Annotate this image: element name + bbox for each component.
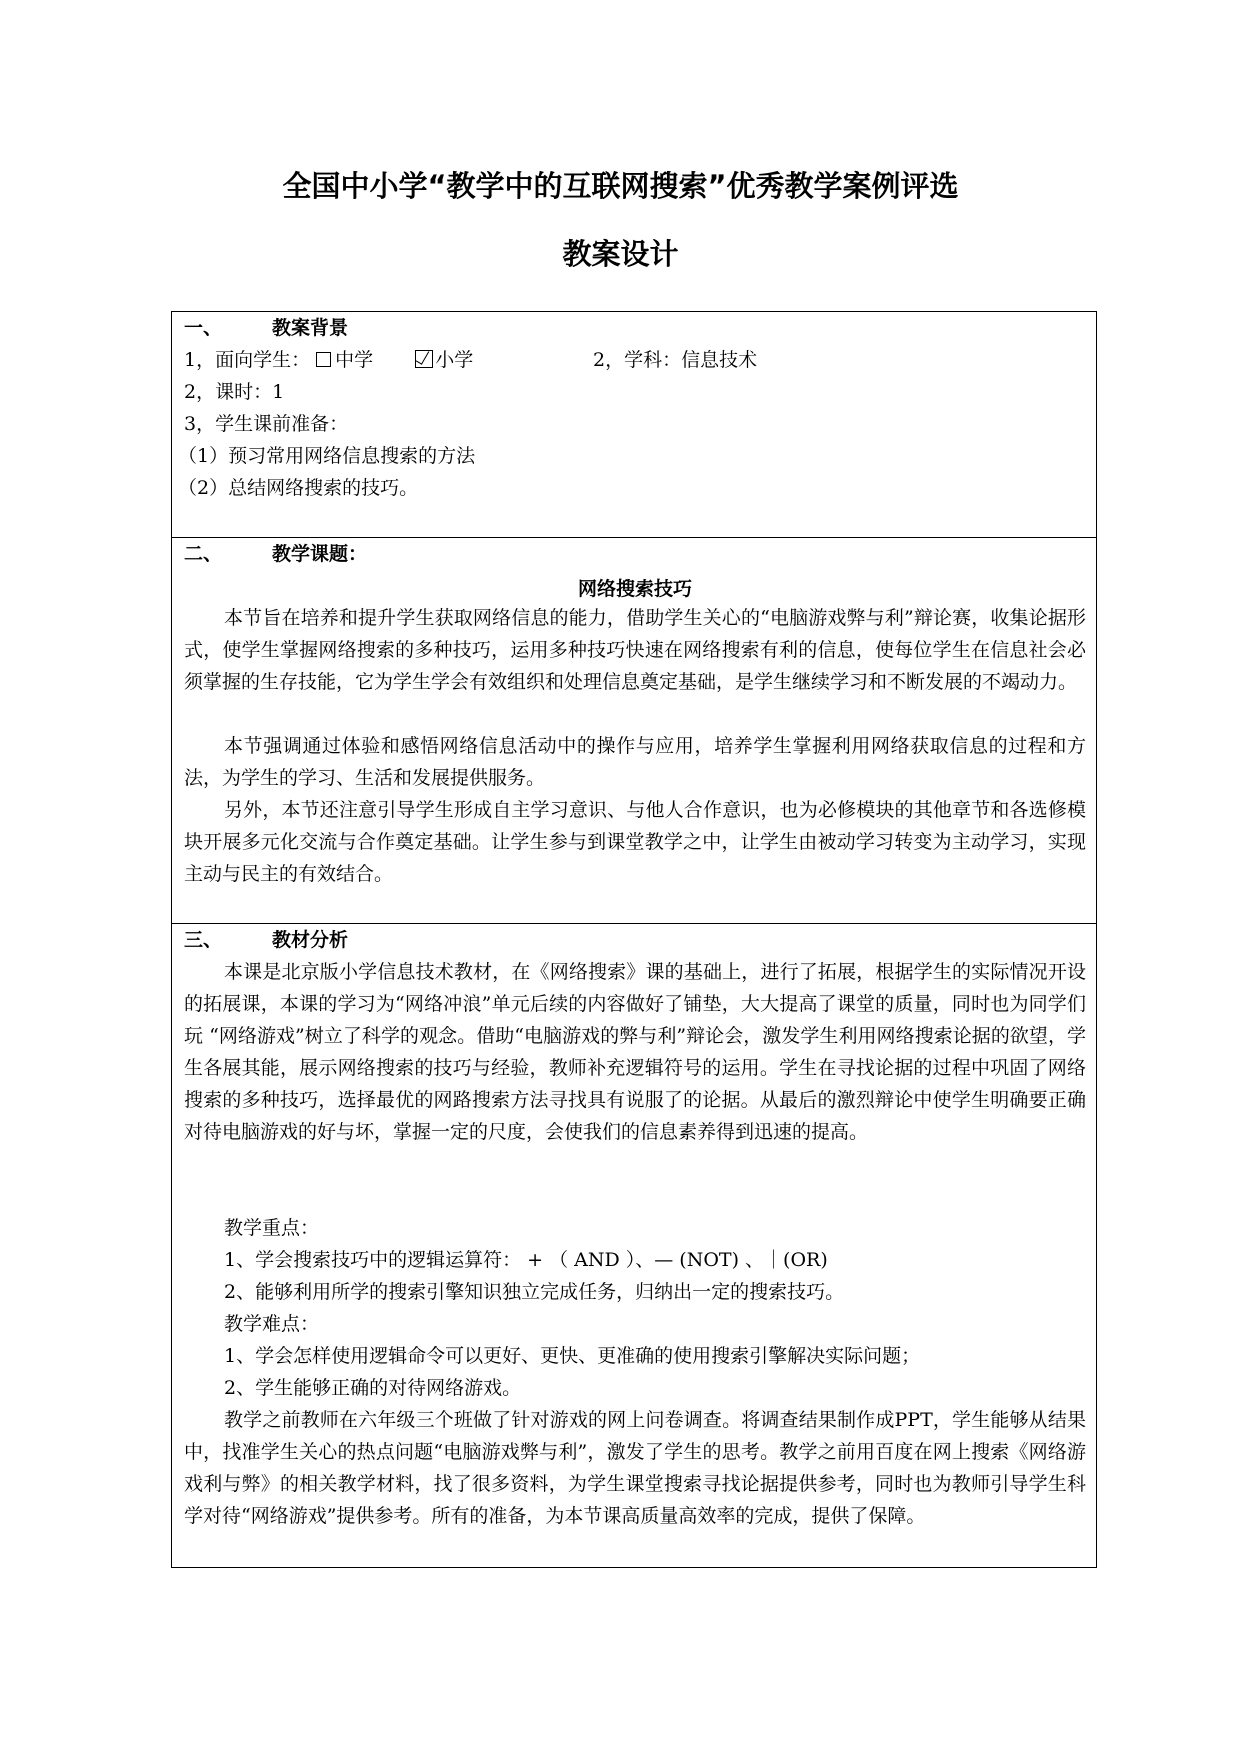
subject-text: 2，学科：信息技术 [593, 349, 758, 371]
section-number: 三、 [184, 929, 223, 951]
section-title: 教材分析 [272, 929, 349, 951]
students-label: 1，面向学生： [184, 349, 311, 371]
section-heading [184, 928, 348, 952]
section-title: 教案背景 [272, 317, 349, 339]
option-primary-school: 小学 [435, 349, 474, 371]
prep-item-1: （1）预习常用网络信息搜索的方法 [178, 445, 476, 467]
lesson-plan-table [171, 311, 1097, 1568]
topic-paragraph-2: 本节强调通过体验和感悟网络信息活动中的操作与应用，培养学生掌握利用网络获取信息的过程和方法，为学生的学习、生活和发展提供服务。 [184, 735, 1086, 789]
class-hours: 2，课时：1 [184, 381, 285, 403]
section-heading [184, 542, 367, 566]
analysis-paragraph-1: 本课是北京版小学信息技术教材，在《网络搜索》课的基础上，进行了拓展，根据学生的实际情况开设的拓展课，本课的学习为“网络冲浪”单元后续的内容做好了铺垫，大大提高了课堂的质量，同时也为同学们玩 “网络游戏”树立了科学的观念。借助“电脑游戏的弊与利”辩论会，激发学生利用网络搜索论据的欲望，学生各展其能，展示网络搜索的技巧与经验，教师补充逻辑符号的运用。学生在寻找论据的过程中巩固了网络搜索的多种技巧，选择最优的网路搜索方法寻找具有说服了的论据。从最后的激烈辩论中使学生明确要正确对待电脑游戏的好与坏，掌握一定的尺度，会使我们的信息素养得到迅速的提高。 [184, 961, 1086, 1143]
section-number: 二、 [184, 543, 223, 565]
document-subtitle: 教案设计 [562, 237, 679, 271]
target-students-row [184, 348, 473, 372]
document-title: 全国中小学“教学中的互联网搜索”优秀教学案例评选 [282, 169, 959, 203]
checkbox-primary-school-checked-icon[interactable] [415, 350, 433, 368]
difficulty-1: 1、学会怎样使用逻辑命令可以更好、更快、更准确的使用搜索引擎解决实际问题； [224, 1345, 921, 1367]
key-point-2: 2、能够利用所学的搜索引擎知识独立完成任务，归纳出一定的搜索技巧。 [224, 1281, 845, 1303]
topic-paragraph-1: 本节旨在培养和提升学生获取网络信息的能力，借助学生关心的“电脑游戏弊与利”辩论赛，收集论据形式，使学生掌握网络搜索的多种技巧，运用多种技巧快速在网络搜索有利的信息，使每位学生在信息社会必须掌握的生存技能，它为学生学会有效组织和处理信息奠定基础，是学生继续学习和不断发展的不竭动力。 [184, 607, 1086, 693]
checkbox-middle-school-icon[interactable] [316, 352, 331, 367]
prep-item-2: （2）总结网络搜索的技巧。 [178, 477, 419, 499]
difficulty-2: 2、学生能够正确的对待网络游戏。 [224, 1377, 522, 1399]
topic-title: 网络搜索技巧 [577, 578, 692, 600]
section-topic [172, 538, 1096, 924]
section-analysis [172, 924, 1096, 1567]
section-number: 一、 [184, 317, 223, 339]
section-heading [184, 316, 348, 340]
analysis-paragraph-2: 教学之前教师在六年级三个班做了针对游戏的网上问卷调查。将调查结果制作成PPT，学生能够从结果中，找准学生关心的热点问题“电脑游戏弊与利”，激发了学生的思考。教学之前用百度在网上搜索《网络游戏利与弊》的相关教学材料，找了很多资料，为学生课堂搜索寻找论据提供参考，同时也为教师引导学生科学对待“网络游戏”提供参考。所有的准备，为本节课高质量高效率的完成，提供了保障。 [184, 1409, 1086, 1527]
section-title: 教学课题： [272, 543, 368, 565]
topic-paragraph-3: 另外，本节还注意引导学生形成自主学习意识、与他人合作意识，也为必修模块的其他章节和各选修模块开展多元化交流与合作奠定基础。让学生参与到课堂教学之中，让学生由被动学习转变为主动学习，实现主动与民主的有效结合。 [184, 799, 1086, 885]
key-point-1: 1、学会搜索技巧中的逻辑运算符： + （ AND ）、— (NOT) 、｜(OR) [224, 1249, 828, 1271]
difficulties-label: 教学难点： [224, 1313, 320, 1335]
key-points-label: 教学重点： [224, 1217, 320, 1239]
prep-label: 3，学生课前准备： [184, 413, 349, 435]
option-middle-school: 中学 [335, 349, 374, 371]
section-background [172, 312, 1096, 538]
